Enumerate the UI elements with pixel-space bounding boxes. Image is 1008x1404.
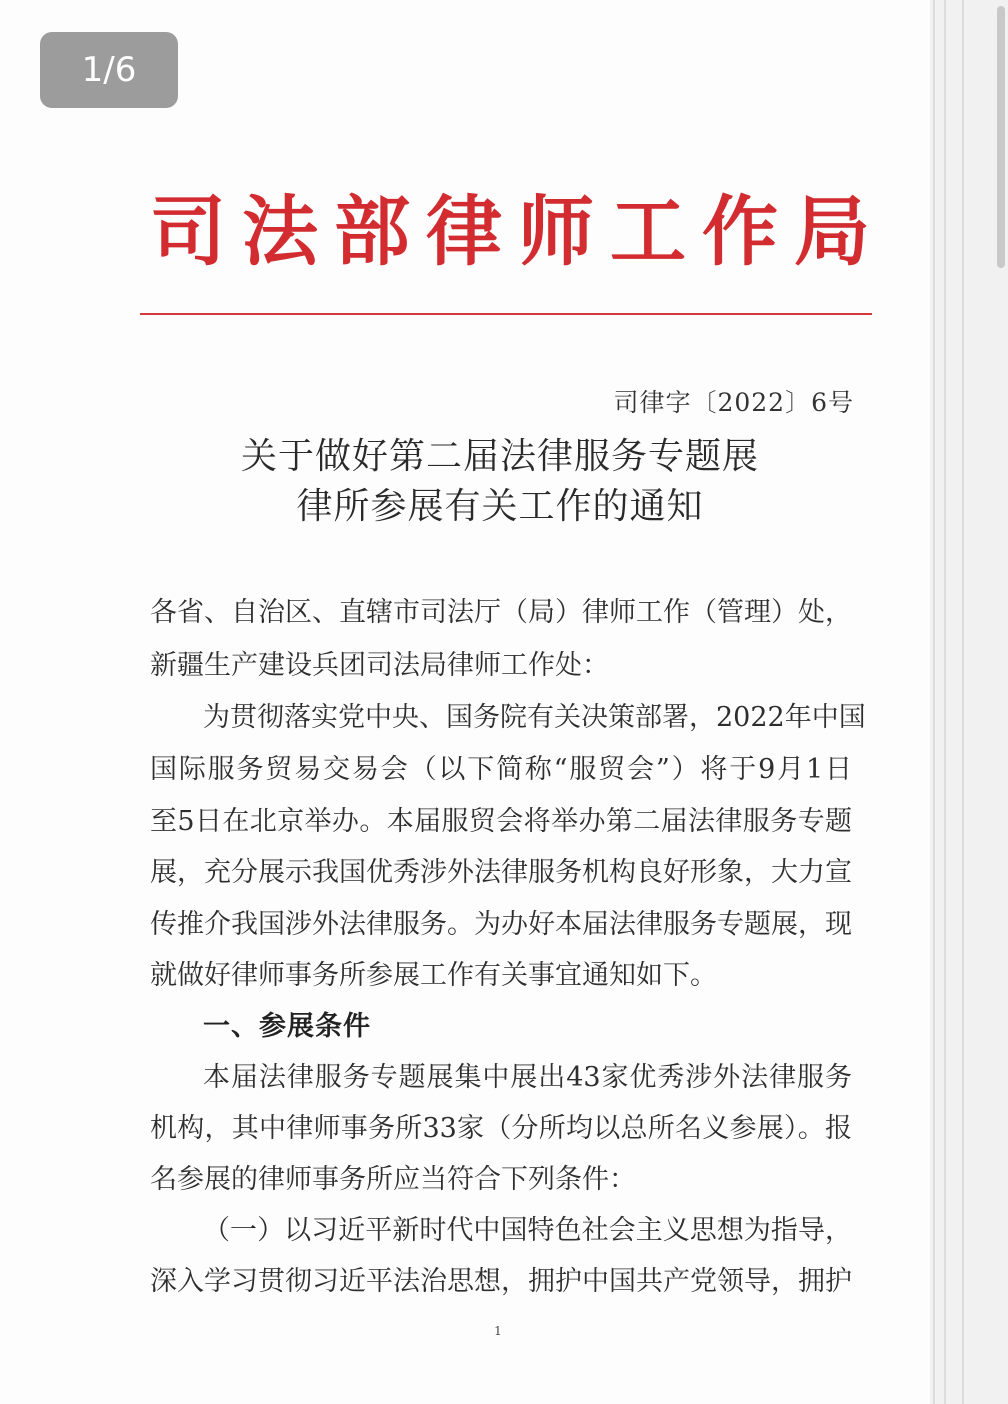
page-edge-line — [962, 0, 964, 1404]
issuing-organization-header — [150, 188, 870, 276]
document-number: 司律字〔2022〕6号 — [613, 388, 854, 417]
body-text-line: 展，充分展示我国优秀涉外法律服务机构良好形象，大力宣 — [150, 857, 852, 888]
document-title-line: 关于做好第二届法律服务专题展 — [240, 436, 759, 477]
org-header-char: 法 — [242, 187, 318, 276]
body-text-line: 就做好律师事务所参展工作有关事宜通知如下。 — [150, 960, 717, 991]
addressee-line: 各省、自治区、直辖市司法厅（局）律师工作（管理）处， — [150, 597, 852, 628]
page-edge-line — [933, 0, 935, 1404]
org-header-char: 部 — [334, 187, 410, 276]
body-text-line: 国际服务贸易交易会（以下简称“服贸会”）将于9月1日 — [150, 754, 852, 785]
org-header-char: 作 — [702, 187, 778, 276]
body-text-line: 至5日在北京举办。本届服贸会将举办第二届法律服务专题 — [150, 806, 852, 837]
body-text-line: 深入学习贯彻习近平法治思想，拥护中国共产党领导，拥护 — [150, 1266, 852, 1297]
body-text-line: 传推介我国涉外法律服务。为办好本届法律服务专题展，现 — [150, 909, 852, 940]
page-number: 1 — [494, 1324, 502, 1338]
body-text-line: 本届法律服务专题展集中展出43家优秀涉外法律服务 — [203, 1062, 852, 1093]
body-text-line: （一）以习近平新时代中国特色社会主义思想为指导， — [203, 1215, 852, 1246]
body-text-line: 机构，其中律师事务所33家（分所均以总所名义参展）。报 — [150, 1113, 852, 1144]
document-title-line: 律所参展有关工作的通知 — [296, 486, 704, 527]
scrollbar-thumb[interactable] — [997, 6, 1005, 268]
addressee-line: 新疆生产建设兵团司法局律师工作处： — [150, 650, 609, 681]
red-header-divider — [140, 313, 872, 315]
page-edge-line — [944, 0, 946, 1404]
section-heading: 一、参展条件 — [203, 1011, 371, 1042]
page-indicator-badge: 1/6 — [40, 32, 178, 108]
body-text-line: 为贯彻落实党中央、国务院有关决策部署，2022年中国 — [203, 702, 866, 733]
org-header-char: 局 — [794, 187, 870, 276]
org-header-char: 师 — [518, 187, 594, 276]
org-header-char: 司 — [150, 187, 226, 276]
body-text-line: 名参展的律师事务所应当符合下列条件： — [150, 1164, 636, 1195]
org-header-char: 律 — [426, 187, 502, 276]
org-header-char: 工 — [610, 187, 686, 276]
